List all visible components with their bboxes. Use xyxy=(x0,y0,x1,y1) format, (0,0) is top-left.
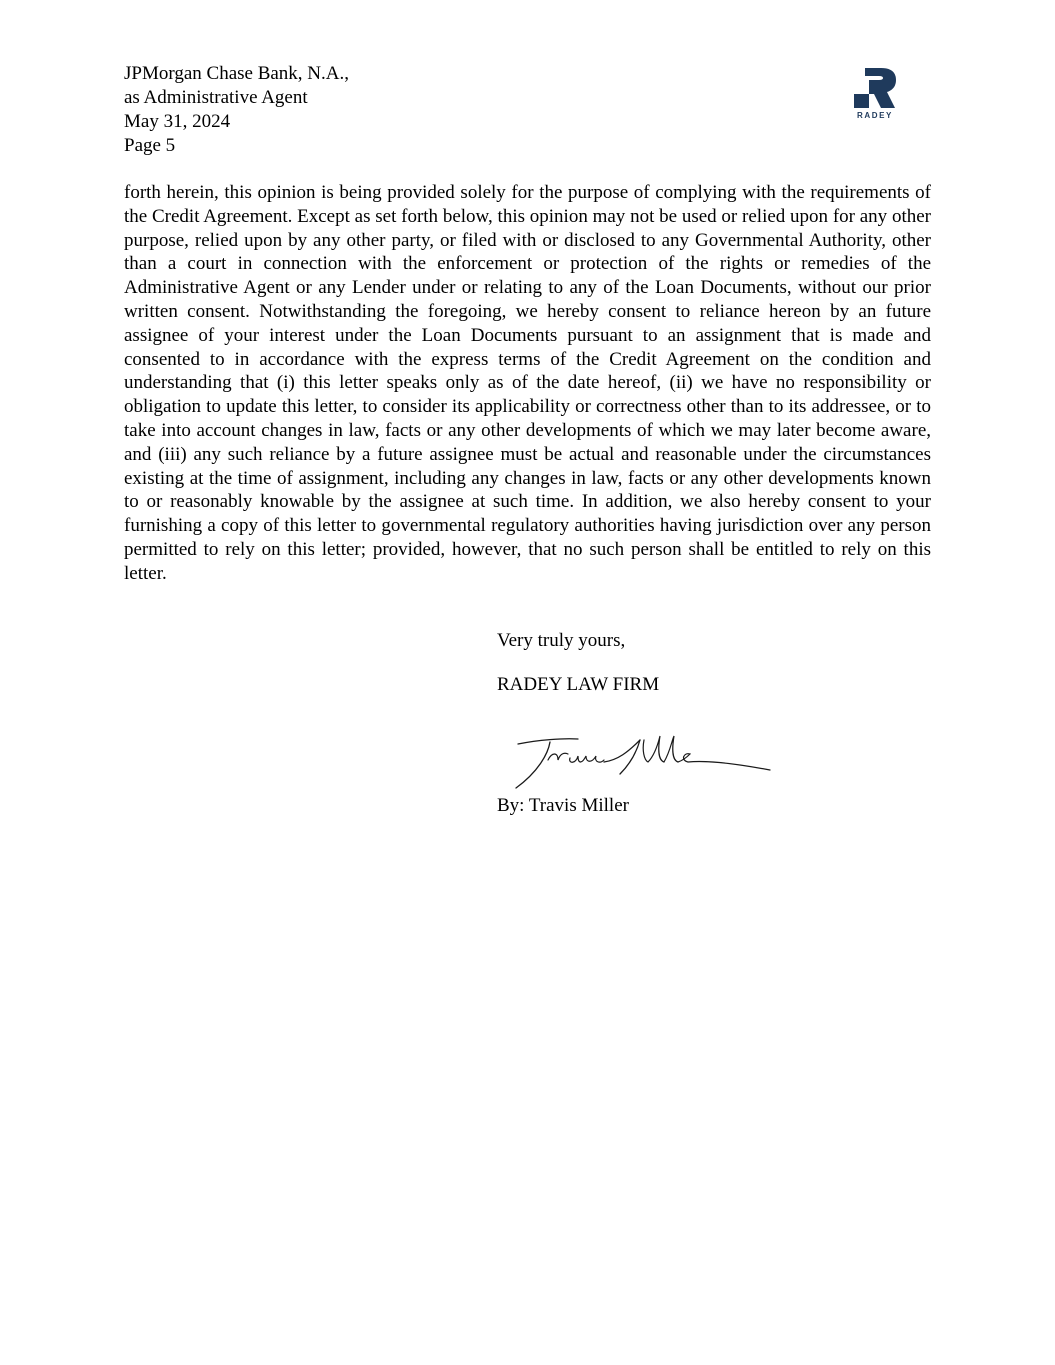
recipient-role: as Administrative Agent xyxy=(124,87,308,108)
opinion-paragraph: forth herein, this opinion is being provided solely for the purpose of complying with the requirements of the Credit Agreement. Except as set forth below, this opinion may not be used or relied upon for any other purpose, relied upon by any other party, or filed with or disclosed to any Governmental Authority, other than a court in connection with the enforcement or protection of the rights or remedies of the Administrative Agent or any Lender under or relating to any of the Loan Documents, without our prior written consent. Notwithstanding the foregoing, we hereby consent to reliance hereon by an future assignee of your interest under the Loan Documents pursuant to an assignment that is made and consented to in accordance with the express terms of the Credit Agreement on the condition and understanding that (i) this letter speaks only as of the date hereof, (ii) we have no responsibility or obligation to update this letter, to consider its applicability or correctness other than to its addressee, or to take into account changes in law, facts or any other developments of which we may later become aware, and (iii) any such reliance by a future assignee must be actual and reasonable under the circumstances existing at the time of assignment, including any changes in law, facts or any other developments known to or reasonably knowable by the assignee at such time. In addition, we also hereby consent to your furnishing a copy of this letter to governmental regulatory authorities having jurisdiction over any person permitted to rely on this letter; provided, however, that no such person shall be entitled to rely on this letter. xyxy=(124,182,931,584)
firm-name: RADEY LAW FIRM xyxy=(497,674,660,695)
letter-date: May 31, 2024 xyxy=(124,111,231,132)
signatory-by-line: By: Travis Miller xyxy=(497,795,629,816)
radey-logo xyxy=(851,66,899,122)
closing-salutation: Very truly yours, xyxy=(497,630,626,651)
handwritten-signature xyxy=(508,730,778,794)
recipient-name: JPMorgan Chase Bank, N.A., xyxy=(124,63,350,84)
radey-logo-text: RADEY xyxy=(856,111,893,120)
letter-header xyxy=(124,62,349,158)
page-number: Page 5 xyxy=(124,135,176,156)
radey-logo-mark-icon xyxy=(851,66,899,110)
